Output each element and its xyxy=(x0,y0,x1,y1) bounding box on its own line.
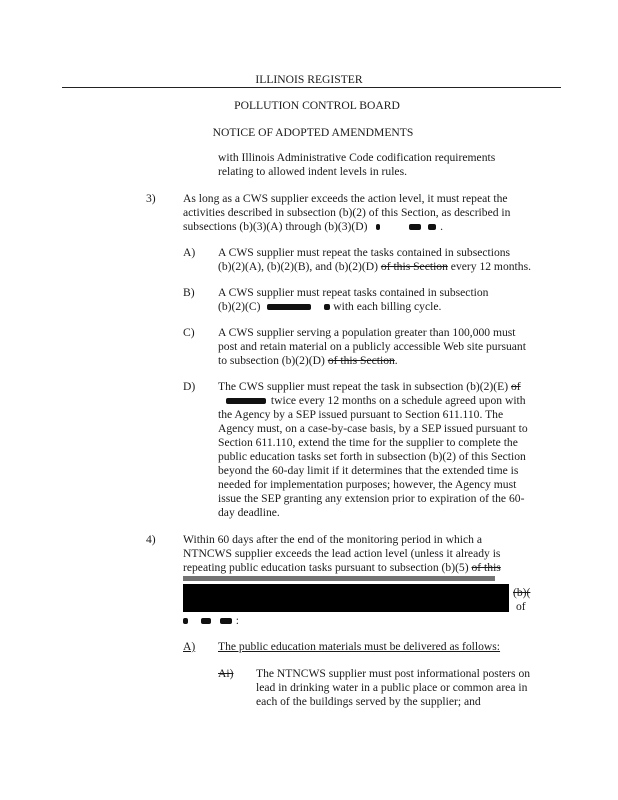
item-3d-line-1 xyxy=(218,380,521,394)
item-3d-line-4: Agency must, on a case-by-case basis, by a SEP issued pursuant to xyxy=(218,422,528,435)
item-3d-line-10: day deadline. xyxy=(218,506,280,519)
redaction-mark xyxy=(428,224,436,230)
item-3b-line-2 xyxy=(218,300,441,314)
header-rule xyxy=(62,87,561,88)
item-3d-line-5: Section 611.110, extend the time for the supplier to complete the xyxy=(218,436,518,449)
item-3d-line-2 xyxy=(218,394,526,408)
item-3-line-3-text: subsections (b)(3)(A) through (b)(3)(D) xyxy=(183,220,368,233)
item-3a-line-1: A CWS supplier must repeat the tasks contained in subsections xyxy=(218,246,511,259)
item-3a-label: A) xyxy=(183,246,196,259)
struck-text: of xyxy=(511,380,521,393)
item-3c-line-1: A CWS supplier serving a population greater than 100,000 must xyxy=(218,326,516,339)
redaction-mark xyxy=(201,618,211,624)
item-3c-label: C) xyxy=(183,326,195,339)
item-4-number: 4) xyxy=(146,533,156,546)
item-3d-line-8: needed for implementation purposes; however, the Agency must xyxy=(218,478,517,491)
item-4ai-line-1: The NTNCWS supplier must post informational posters on xyxy=(256,667,531,680)
struck-text: of this xyxy=(471,561,501,574)
redaction-mark xyxy=(409,224,421,230)
item-3c-line-3-text: to subsection (b)(2)(D) xyxy=(218,354,325,367)
redaction-bar xyxy=(183,584,509,612)
item-4a-line: The public education materials must be delivered as follows: xyxy=(218,640,501,653)
redaction-mark xyxy=(324,304,330,310)
agency-title: POLLUTION CONTROL BOARD xyxy=(234,99,400,112)
redaction-tail: : xyxy=(183,614,239,628)
intro-line-1: with Illinois Administrative Code codification requirements xyxy=(218,151,496,164)
item-3d-line-2-text: twice every 12 months on a schedule agreed upon with xyxy=(270,394,526,407)
notice-title: NOTICE OF ADOPTED AMENDMENTS xyxy=(212,126,414,139)
struck-text: of this Section xyxy=(380,260,448,273)
redaction-mark xyxy=(376,224,380,230)
redaction-bar xyxy=(183,576,495,581)
item-3a-line-2 xyxy=(218,260,531,274)
struck-text: (b)( xyxy=(513,586,531,599)
item-3d-line-7: beyond the 60-day limit if it determines that the extended time is xyxy=(218,464,519,477)
item-3c-line-3-end: . xyxy=(394,354,398,367)
item-4a-label: A) xyxy=(183,640,196,653)
item-3d-line-6: public education tasks set forth in subsection (b)(2) of this Section xyxy=(218,450,526,463)
redaction-mark xyxy=(267,304,311,310)
item-4-line-3-text: repeating public education tasks pursuant to subsection (b)(5) xyxy=(183,561,469,574)
item-3d-line-3: the Agency by a SEP issued pursuant to Section 611.110. The xyxy=(218,408,504,421)
item-3-line-2: activities described in subsection (b)(2) of this Section, as described in xyxy=(183,206,511,219)
item-4ai-label xyxy=(218,667,233,681)
struck-text: of this Section xyxy=(327,354,395,367)
item-4-line-2: NTNCWS supplier exceeds the lead action level (unless it already is xyxy=(183,547,501,560)
intro-line-2: relating to allowed indent levels in rules. xyxy=(218,165,407,178)
item-4-line-3 xyxy=(183,561,501,575)
struck-text: Ai) xyxy=(218,667,234,680)
redaction-side-text: of xyxy=(516,600,526,613)
item-3c-line-2: post and retain material on a publicly accessible Web site pursuant xyxy=(218,340,526,353)
redaction-mark xyxy=(220,618,232,624)
item-3b-label: B) xyxy=(183,286,195,299)
item-3-line-3: subsections (b)(3)(A) through (b)(3)(D) . xyxy=(183,220,444,233)
item-4-line-1: Within 60 days after the end of the monitoring period in which a xyxy=(183,533,482,546)
item-3b-line-1: A CWS supplier must repeat tasks contained in subsection xyxy=(218,286,489,299)
item-3d-line-9: issue the SEP granting any extension prior to expiration of the 60- xyxy=(218,492,525,505)
item-3-number: 3) xyxy=(146,192,156,205)
item-4ai-line-2: lead in drinking water in a public place or common area in xyxy=(256,681,528,694)
item-3-line-1: As long as a CWS supplier exceeds the action level, it must repeat the xyxy=(183,192,508,205)
item-3d-line-1-text: The CWS supplier must repeat the task in subsection (b)(2)(E) xyxy=(218,380,509,393)
item-3a-line-2-text: (b)(2)(A), (b)(2)(B), and (b)(2)(D) xyxy=(218,260,378,273)
item-3a-line-2-end: every 12 months. xyxy=(450,260,531,273)
register-title: ILLINOIS REGISTER xyxy=(255,73,363,86)
item-3c-line-3 xyxy=(218,354,398,368)
item-3b-line-2-text: (b)(2)(C) xyxy=(218,300,261,313)
redaction-side-strike xyxy=(513,586,530,600)
redaction-mark xyxy=(183,618,188,624)
item-4ai-line-3: each of the buildings served by the supplier; and xyxy=(256,695,481,708)
redaction-mark xyxy=(226,398,266,404)
item-3b-line-2-end: with each billing cycle. xyxy=(333,300,442,313)
item-3d-label: D) xyxy=(183,380,196,393)
